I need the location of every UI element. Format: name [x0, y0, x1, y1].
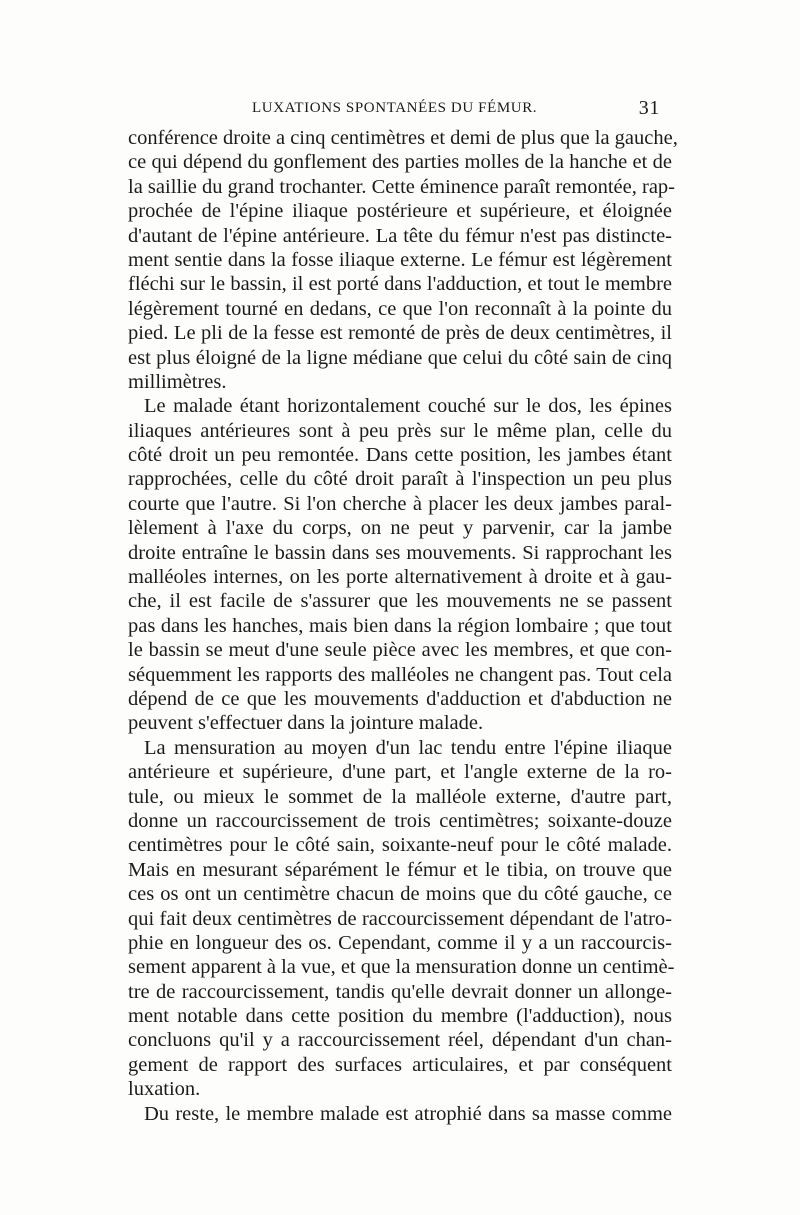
text-line: conférence droite a cinq centimètres et demi de plus que la gauche,: [128, 127, 678, 149]
text-line: malléoles internes, on les porte alternativement à droite et à gau-: [128, 566, 672, 589]
text-line: gement de rapport des surfaces articulaires, et par conséquent: [128, 1053, 672, 1076]
text-line: millimètres.: [128, 370, 227, 393]
text-line: fléchi sur le bassin, il est porté dans l'adduction, et tout le membre: [128, 273, 672, 296]
text-line: pied. Le pli de la fesse est remonté de près de deux centimètres, il: [128, 322, 672, 345]
text-line: ment notable dans cette position du membre (l'adduction), nous: [128, 1005, 672, 1028]
text-line: prochée de l'épine iliaque postérieure et supérieure, et éloignée: [128, 200, 672, 223]
text-line: iliaques antérieures sont à peu près sur le même plan, celle du: [128, 419, 672, 442]
page-number: 31: [638, 97, 660, 119]
text-line: côté droit un peu remontée. Dans cette position, les jambes étant: [128, 444, 672, 467]
text-line: ces os ont un centimètre chacun de moins que du côté gauche, ce: [128, 883, 672, 906]
text-line: courte que l'autre. Si l'on cherche à placer les deux jambes paral-: [128, 492, 672, 515]
text-line: Le malade étant horizontalement couché sur le dos, les épines: [144, 395, 672, 418]
text-line: la saillie du grand trochanter. Cette éminence paraît remontée, rap-: [128, 175, 675, 198]
text-line: antérieure et supérieure, d'une part, et l'angle externe de la ro-: [128, 761, 672, 784]
text-line: sement apparent à la vue, et que la mensuration donne un centimè-: [128, 956, 675, 979]
text-line: lèlement à l'axe du corps, on ne peut y parvenir, car la jambe: [128, 517, 672, 540]
text-line: d'autant de l'épine antérieure. La tête du fémur n'est pas distincte-: [128, 224, 672, 247]
running-head: [132, 97, 660, 124]
text-line: tule, ou mieux le sommet de la malléole externe, d'autre part,: [128, 785, 672, 808]
text-line: luxation.: [128, 1078, 201, 1101]
text-line: dépend de ce que les mouvements d'adduction et d'abduction ne: [128, 687, 672, 710]
running-title: LUXATIONS SPONTANÉES DU FÉMUR.: [252, 100, 538, 116]
text-line: che, il est facile de s'assurer que les mouvements ne se passent: [128, 590, 672, 613]
text-line: est plus éloigné de la ligne médiane que celui du côté sain de cinq: [128, 346, 672, 369]
text-line: légèrement tourné en dedans, ce que l'on reconnaît à la pointe du: [128, 297, 672, 320]
text-line: donne un raccourcissement de trois centimètres; soixante-douze: [128, 809, 672, 832]
text-line: le bassin se meut d'une seule pièce avec les membres, et que con-: [128, 639, 672, 662]
text-line: rapprochées, celle du côté droit paraît à l'inspection un peu plus: [128, 468, 672, 491]
text-line: concluons qu'il y a raccourcissement réel, dépendant d'un chan-: [128, 1029, 672, 1052]
text-line: séquemment les rapports des malléoles ne changent pas. Tout cela: [128, 663, 672, 686]
text-line: pas dans les hanches, mais bien dans la région lombaire ; que tout: [128, 614, 672, 637]
text-line: qui fait deux centimètres de raccourcissement dépendant de l'atro-: [128, 907, 672, 930]
text-line: tre de raccourcissement, tandis qu'elle devrait donner un allonge-: [128, 980, 672, 1003]
text-line: peuvent s'effectuer dans la jointure malade.: [128, 712, 484, 735]
text-line: Du reste, le membre malade est atrophié dans sa masse comme: [144, 1102, 672, 1125]
text-line: La mensuration au moyen d'un lac tendu entre l'épine iliaque: [144, 736, 672, 759]
text-line: phie en longueur des os. Cependant, comme il y a un raccourcis-: [128, 931, 672, 954]
text-line: Mais en mesurant séparément le fémur et le tibia, on trouve que: [128, 858, 672, 881]
text-line: ce qui dépend du gonflement des parties molles de la hanche et de: [128, 151, 672, 174]
body-text: [128, 126, 678, 1126]
text-line: droite entraîne le bassin dans ses mouvements. Si rapprochant les: [128, 541, 672, 564]
text-line: ment sentie dans la fosse iliaque externe. Le fémur est légèrement: [128, 248, 672, 271]
text-line: centimètres pour le côté sain, soixante-neuf pour le côté malade.: [128, 834, 672, 857]
